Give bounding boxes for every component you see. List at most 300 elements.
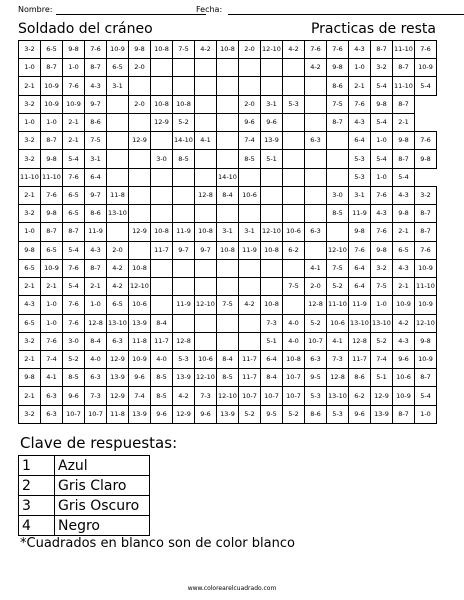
grid-cell[interactable] (151, 168, 173, 186)
grid-cell[interactable]: 9-5 (261, 405, 283, 423)
grid-cell[interactable]: 7-5 (283, 278, 305, 296)
grid-cell[interactable]: 10-6 (239, 186, 261, 204)
grid-cell[interactable]: 5-4 (371, 150, 393, 168)
grid-cell[interactable]: 1-0 (41, 296, 63, 314)
grid-cell[interactable] (129, 150, 151, 168)
grid-cell[interactable]: 3-2 (415, 186, 437, 204)
grid-cell[interactable]: 11-8 (107, 186, 129, 204)
grid-cell[interactable] (327, 168, 349, 186)
grid-cell[interactable] (283, 205, 305, 223)
grid-cell[interactable] (283, 296, 305, 314)
grid-cell[interactable]: 2-0 (239, 95, 261, 113)
grid-cell[interactable]: 13-10 (371, 314, 393, 332)
grid-cell[interactable]: 8-7 (415, 369, 437, 387)
grid-cell[interactable]: 8-4 (85, 332, 107, 350)
grid-cell[interactable] (239, 59, 261, 77)
grid-cell[interactable]: 8-7 (85, 59, 107, 77)
grid-cell[interactable]: 3-2 (19, 405, 41, 423)
grid-cell[interactable]: 5-4 (371, 113, 393, 131)
grid-cell[interactable] (195, 59, 217, 77)
grid-cell[interactable]: 9-8 (371, 95, 393, 113)
grid-cell[interactable]: 5-1 (261, 150, 283, 168)
grid-cell[interactable]: 11-9 (239, 241, 261, 259)
name-line[interactable] (56, 14, 206, 15)
grid-cell[interactable]: 9-7 (173, 241, 195, 259)
grid-cell[interactable]: 2-1 (393, 113, 415, 131)
grid-cell[interactable]: 4-3 (371, 205, 393, 223)
grid-cell[interactable]: 3-2 (371, 259, 393, 277)
grid-cell[interactable]: 4-2 (305, 59, 327, 77)
grid-cell[interactable]: 3-0 (63, 332, 85, 350)
grid-cell[interactable]: 13-10 (107, 205, 129, 223)
grid-cell[interactable] (283, 132, 305, 150)
grid-cell[interactable]: 2-0 (107, 241, 129, 259)
grid-cell[interactable]: 4-1 (327, 332, 349, 350)
grid-cell[interactable]: 8-7 (41, 223, 63, 241)
grid-cell[interactable]: 2-1 (63, 132, 85, 150)
grid-cell[interactable] (305, 95, 327, 113)
grid-cell[interactable]: 5-4 (371, 77, 393, 95)
grid-cell[interactable]: 10-8 (195, 223, 217, 241)
grid-cell[interactable] (195, 77, 217, 95)
grid-cell[interactable]: 9-6 (239, 113, 261, 131)
grid-cell[interactable]: 2-1 (19, 77, 41, 95)
grid-cell[interactable]: 1-0 (63, 59, 85, 77)
grid-cell[interactable]: 6-2 (349, 387, 371, 405)
grid-cell[interactable]: 10-6 (283, 223, 305, 241)
grid-cell[interactable]: 9-8 (393, 205, 415, 223)
grid-cell[interactable] (261, 168, 283, 186)
grid-cell[interactable]: 11-7 (151, 241, 173, 259)
grid-cell[interactable]: 7-6 (327, 41, 349, 59)
grid-cell[interactable]: 3-2 (371, 59, 393, 77)
grid-cell[interactable] (217, 205, 239, 223)
grid-cell[interactable] (283, 77, 305, 95)
grid-cell[interactable] (217, 77, 239, 95)
grid-cell[interactable]: 5-4 (415, 387, 437, 405)
grid-cell[interactable]: 10-7 (261, 387, 283, 405)
grid-cell[interactable]: 2-0 (305, 278, 327, 296)
grid-cell[interactable] (107, 132, 129, 150)
grid-cell[interactable]: 10-9 (129, 350, 151, 368)
grid-cell[interactable] (195, 113, 217, 131)
grid-cell[interactable] (151, 77, 173, 95)
grid-cell[interactable]: 7-6 (415, 132, 437, 150)
grid-cell[interactable]: 5-2 (283, 405, 305, 423)
grid-cell[interactable] (151, 132, 173, 150)
grid-cell[interactable]: 5-2 (239, 405, 261, 423)
grid-cell[interactable]: 2-1 (19, 350, 41, 368)
grid-cell[interactable]: 10-7 (305, 332, 327, 350)
grid-cell[interactable]: 5-3 (349, 150, 371, 168)
grid-cell[interactable]: 13-9 (371, 405, 393, 423)
grid-cell[interactable]: 4-1 (195, 132, 217, 150)
grid-cell[interactable]: 10-8 (261, 241, 283, 259)
grid-cell[interactable] (283, 259, 305, 277)
grid-cell[interactable]: 12-8 (85, 314, 107, 332)
grid-cell[interactable] (217, 150, 239, 168)
grid-cell[interactable]: 10-8 (217, 241, 239, 259)
grid-cell[interactable]: 9-8 (349, 223, 371, 241)
grid-cell[interactable] (173, 314, 195, 332)
grid-cell[interactable]: 10-9 (41, 259, 63, 277)
grid-cell[interactable] (217, 95, 239, 113)
grid-cell[interactable]: 10-8 (129, 259, 151, 277)
grid-cell[interactable]: 6-3 (85, 369, 107, 387)
grid-cell[interactable]: 4-2 (283, 41, 305, 59)
grid-cell[interactable]: 10-9 (393, 296, 415, 314)
grid-cell[interactable]: 11-9 (173, 296, 195, 314)
grid-cell[interactable]: 12-8 (349, 332, 371, 350)
grid-cell[interactable] (217, 113, 239, 131)
grid-cell[interactable]: 8-5 (327, 205, 349, 223)
grid-cell[interactable]: 6-5 (393, 241, 415, 259)
grid-cell[interactable]: 5-2 (173, 113, 195, 131)
grid-cell[interactable]: 2-1 (393, 223, 415, 241)
grid-cell[interactable]: 6-5 (41, 241, 63, 259)
grid-cell[interactable]: 8-7 (41, 132, 63, 150)
grid-cell[interactable]: 8-5 (63, 369, 85, 387)
grid-cell[interactable]: 11-8 (107, 405, 129, 423)
grid-cell[interactable]: 6-5 (107, 59, 129, 77)
grid-cell[interactable] (195, 314, 217, 332)
grid-cell[interactable]: 8-6 (85, 113, 107, 131)
grid-cell[interactable]: 12-10 (327, 241, 349, 259)
grid-cell[interactable]: 11-9 (173, 223, 195, 241)
grid-cell[interactable]: 1-0 (41, 113, 63, 131)
grid-cell[interactable]: 13-9 (217, 405, 239, 423)
grid-cell[interactable]: 8-7 (415, 205, 437, 223)
grid-cell[interactable]: 7-5 (85, 132, 107, 150)
grid-cell[interactable] (173, 186, 195, 204)
grid-cell[interactable]: 3-2 (19, 132, 41, 150)
grid-cell[interactable]: 8-4 (151, 314, 173, 332)
grid-cell[interactable]: 10-8 (217, 41, 239, 59)
grid-cell[interactable] (129, 186, 151, 204)
grid-cell[interactable]: 6-5 (19, 314, 41, 332)
grid-cell[interactable] (327, 223, 349, 241)
grid-cell[interactable]: 10-9 (415, 59, 437, 77)
grid-cell[interactable] (217, 132, 239, 150)
grid-cell[interactable]: 8-7 (393, 150, 415, 168)
grid-cell[interactable] (261, 205, 283, 223)
grid-cell[interactable]: 10-6 (393, 369, 415, 387)
grid-cell[interactable]: 12-10 (195, 296, 217, 314)
grid-cell[interactable]: 3-2 (19, 95, 41, 113)
grid-cell[interactable]: 2-1 (349, 77, 371, 95)
grid-cell[interactable]: 8-7 (371, 41, 393, 59)
grid-cell[interactable] (217, 259, 239, 277)
grid-cell[interactable]: 7-4 (239, 132, 261, 150)
grid-cell[interactable] (305, 168, 327, 186)
grid-cell[interactable]: 11-10 (393, 41, 415, 59)
grid-cell[interactable]: 7-6 (415, 241, 437, 259)
grid-cell[interactable]: 10-7 (85, 405, 107, 423)
grid-cell[interactable]: 10-8 (151, 41, 173, 59)
grid-cell[interactable]: 12-8 (173, 332, 195, 350)
grid-cell[interactable]: 4-3 (85, 77, 107, 95)
grid-cell[interactable]: 4-0 (283, 332, 305, 350)
grid-cell[interactable]: 11-10 (415, 278, 437, 296)
grid-cell[interactable]: 6-3 (305, 350, 327, 368)
grid-cell[interactable]: 1-0 (19, 223, 41, 241)
grid-cell[interactable]: 8-7 (41, 59, 63, 77)
grid-cell[interactable]: 7-3 (195, 387, 217, 405)
grid-cell[interactable]: 11-10 (393, 77, 415, 95)
grid-cell[interactable]: 6-4 (85, 168, 107, 186)
grid-cell[interactable]: 1-0 (371, 132, 393, 150)
grid-cell[interactable]: 10-6 (129, 296, 151, 314)
grid-cell[interactable]: 2-1 (393, 278, 415, 296)
grid-cell[interactable]: 7-6 (41, 332, 63, 350)
grid-cell[interactable]: 13-9 (261, 132, 283, 150)
grid-cell[interactable]: 3-1 (217, 223, 239, 241)
grid-cell[interactable]: 12-9 (107, 387, 129, 405)
grid-cell[interactable]: 14-10 (217, 168, 239, 186)
grid-cell[interactable] (195, 150, 217, 168)
grid-cell[interactable]: 3-1 (261, 95, 283, 113)
grid-cell[interactable]: 8-7 (85, 259, 107, 277)
grid-cell[interactable]: 12-9 (129, 223, 151, 241)
grid-cell[interactable]: 6-3 (41, 387, 63, 405)
grid-cell[interactable]: 9-5 (305, 369, 327, 387)
grid-cell[interactable]: 10-9 (63, 95, 85, 113)
grid-cell[interactable]: 1-0 (371, 296, 393, 314)
grid-cell[interactable] (195, 95, 217, 113)
grid-cell[interactable] (217, 332, 239, 350)
grid-cell[interactable]: 3-1 (239, 223, 261, 241)
grid-cell[interactable] (173, 168, 195, 186)
grid-cell[interactable]: 8-4 (261, 369, 283, 387)
grid-cell[interactable]: 6-3 (305, 223, 327, 241)
grid-cell[interactable]: 5-4 (415, 77, 437, 95)
grid-cell[interactable]: 7-6 (63, 77, 85, 95)
grid-cell[interactable]: 9-8 (41, 205, 63, 223)
grid-cell[interactable]: 4-0 (151, 350, 173, 368)
grid-cell[interactable]: 3-2 (19, 332, 41, 350)
grid-cell[interactable] (239, 77, 261, 95)
grid-cell[interactable]: 1-0 (19, 113, 41, 131)
grid-cell[interactable]: 6-5 (107, 296, 129, 314)
grid-cell[interactable]: 10-9 (415, 350, 437, 368)
grid-cell[interactable]: 7-5 (173, 41, 195, 59)
grid-cell[interactable] (195, 259, 217, 277)
grid-cell[interactable]: 12-9 (371, 387, 393, 405)
grid-cell[interactable]: 9-8 (63, 41, 85, 59)
grid-cell[interactable] (129, 77, 151, 95)
grid-cell[interactable] (151, 59, 173, 77)
grid-cell[interactable]: 2-1 (19, 387, 41, 405)
grid-cell[interactable]: 13-10 (107, 314, 129, 332)
grid-cell[interactable] (305, 241, 327, 259)
grid-cell[interactable]: 12-10 (261, 41, 283, 59)
grid-cell[interactable]: 6-3 (305, 132, 327, 150)
grid-cell[interactable]: 8-5 (151, 387, 173, 405)
grid-cell[interactable] (261, 186, 283, 204)
grid-cell[interactable]: 9-8 (393, 132, 415, 150)
grid-cell[interactable] (173, 205, 195, 223)
grid-cell[interactable]: 3-0 (151, 150, 173, 168)
grid-cell[interactable]: 9-6 (393, 350, 415, 368)
grid-cell[interactable]: 3-1 (107, 77, 129, 95)
grid-cell[interactable]: 7-5 (327, 95, 349, 113)
grid-cell[interactable]: 2-0 (129, 59, 151, 77)
grid-cell[interactable]: 11-7 (239, 350, 261, 368)
grid-cell[interactable]: 9-8 (41, 150, 63, 168)
grid-cell[interactable]: 6-2 (283, 241, 305, 259)
grid-cell[interactable]: 9-8 (19, 241, 41, 259)
grid-cell[interactable]: 11-9 (349, 205, 371, 223)
grid-cell[interactable]: 7-4 (371, 350, 393, 368)
grid-cell[interactable]: 6-4 (349, 259, 371, 277)
grid-cell[interactable]: 9-6 (129, 369, 151, 387)
grid-cell[interactable]: 10-8 (173, 95, 195, 113)
grid-cell[interactable]: 1-0 (349, 59, 371, 77)
grid-cell[interactable]: 5-3 (173, 350, 195, 368)
grid-cell[interactable]: 4-2 (393, 314, 415, 332)
grid-cell[interactable] (107, 113, 129, 131)
grid-cell[interactable]: 7-6 (63, 314, 85, 332)
grid-cell[interactable] (239, 314, 261, 332)
grid-cell[interactable]: 5-3 (305, 387, 327, 405)
grid-cell[interactable]: 8-7 (327, 113, 349, 131)
grid-cell[interactable]: 12-10 (129, 278, 151, 296)
grid-cell[interactable] (151, 259, 173, 277)
grid-cell[interactable]: 8-5 (239, 150, 261, 168)
grid-cell[interactable]: 12-8 (305, 296, 327, 314)
grid-cell[interactable]: 9-7 (195, 241, 217, 259)
grid-cell[interactable] (195, 168, 217, 186)
grid-cell[interactable]: 4-1 (41, 369, 63, 387)
grid-cell[interactable] (129, 168, 151, 186)
grid-cell[interactable]: 6-5 (41, 41, 63, 59)
grid-cell[interactable]: 9-7 (85, 95, 107, 113)
grid-cell[interactable]: 1-0 (85, 296, 107, 314)
grid-cell[interactable]: 2-1 (19, 186, 41, 204)
grid-cell[interactable]: 12-10 (261, 223, 283, 241)
grid-cell[interactable]: 4-2 (239, 296, 261, 314)
grid-cell[interactable]: 10-6 (195, 350, 217, 368)
grid-cell[interactable] (217, 59, 239, 77)
grid-cell[interactable] (129, 241, 151, 259)
grid-cell[interactable]: 3-0 (327, 186, 349, 204)
grid-cell[interactable] (327, 132, 349, 150)
grid-cell[interactable]: 8-7 (393, 59, 415, 77)
grid-cell[interactable]: 10-9 (415, 296, 437, 314)
grid-cell[interactable] (217, 278, 239, 296)
grid-cell[interactable]: 6-4 (349, 132, 371, 150)
grid-cell[interactable]: 5-4 (393, 168, 415, 186)
grid-cell[interactable]: 4-3 (19, 296, 41, 314)
grid-cell[interactable]: 6-5 (63, 205, 85, 223)
footer-url[interactable]: www.colorearelcuadrado.com (187, 585, 277, 592)
grid-cell[interactable] (107, 95, 129, 113)
grid-cell[interactable]: 6-5 (19, 259, 41, 277)
grid-cell[interactable]: 6-4 (349, 278, 371, 296)
grid-cell[interactable] (107, 150, 129, 168)
grid-cell[interactable]: 10-7 (239, 387, 261, 405)
grid-cell[interactable]: 12-9 (173, 405, 195, 423)
grid-cell[interactable] (195, 332, 217, 350)
grid-cell[interactable]: 5-3 (349, 168, 371, 186)
grid-cell[interactable]: 2-0 (129, 95, 151, 113)
grid-cell[interactable] (217, 314, 239, 332)
grid-cell[interactable]: 6-4 (261, 350, 283, 368)
grid-cell[interactable]: 10-9 (107, 41, 129, 59)
date-line[interactable] (228, 14, 464, 15)
grid-cell[interactable] (239, 205, 261, 223)
grid-cell[interactable]: 13-9 (173, 369, 195, 387)
grid-cell[interactable]: 5-4 (63, 150, 85, 168)
grid-cell[interactable] (173, 77, 195, 95)
grid-cell[interactable]: 7-3 (261, 314, 283, 332)
grid-cell[interactable]: 9-6 (63, 387, 85, 405)
grid-cell[interactable] (107, 168, 129, 186)
grid-cell[interactable]: 7-6 (41, 186, 63, 204)
grid-cell[interactable]: 10-8 (151, 223, 173, 241)
grid-cell[interactable]: 5-2 (305, 314, 327, 332)
grid-cell[interactable]: 7-6 (415, 41, 437, 59)
grid-cell[interactable]: 1-0 (41, 314, 63, 332)
grid-cell[interactable]: 10-7 (283, 369, 305, 387)
grid-cell[interactable]: 8-7 (393, 405, 415, 423)
grid-cell[interactable]: 5-3 (283, 95, 305, 113)
grid-cell[interactable]: 11-9 (349, 296, 371, 314)
grid-cell[interactable]: 8-6 (305, 405, 327, 423)
grid-cell[interactable]: 7-4 (41, 350, 63, 368)
grid-cell[interactable] (239, 278, 261, 296)
grid-cell[interactable]: 8-6 (349, 369, 371, 387)
grid-cell[interactable] (239, 168, 261, 186)
grid-cell[interactable]: 9-8 (129, 41, 151, 59)
grid-cell[interactable]: 8-5 (217, 369, 239, 387)
grid-cell[interactable]: 10-8 (283, 350, 305, 368)
grid-cell[interactable] (283, 59, 305, 77)
grid-cell[interactable] (261, 77, 283, 95)
grid-cell[interactable] (305, 205, 327, 223)
grid-cell[interactable]: 11-7 (151, 332, 173, 350)
grid-cell[interactable]: 11-9 (85, 223, 107, 241)
grid-cell[interactable]: 13-10 (349, 314, 371, 332)
grid-cell[interactable]: 2-1 (41, 278, 63, 296)
grid-cell[interactable]: 4-3 (85, 241, 107, 259)
grid-cell[interactable]: 7-6 (305, 41, 327, 59)
grid-cell[interactable]: 8-5 (151, 369, 173, 387)
grid-cell[interactable] (327, 150, 349, 168)
grid-cell[interactable]: 9-7 (85, 186, 107, 204)
grid-cell[interactable]: 11-10 (327, 296, 349, 314)
grid-cell[interactable]: 4-3 (349, 41, 371, 59)
grid-cell[interactable]: 3-2 (19, 205, 41, 223)
grid-cell[interactable] (239, 259, 261, 277)
grid-cell[interactable]: 2-1 (19, 278, 41, 296)
grid-cell[interactable]: 7-6 (63, 296, 85, 314)
grid-cell[interactable]: 11-7 (239, 369, 261, 387)
grid-cell[interactable]: 4-1 (305, 259, 327, 277)
grid-cell[interactable]: 5-1 (261, 332, 283, 350)
grid-cell[interactable]: 7-6 (63, 168, 85, 186)
grid-cell[interactable]: 4-2 (107, 278, 129, 296)
grid-cell[interactable]: 9-8 (371, 241, 393, 259)
grid-cell[interactable]: 14-10 (173, 132, 195, 150)
grid-cell[interactable]: 12-9 (129, 132, 151, 150)
grid-cell[interactable] (107, 223, 129, 241)
grid-cell[interactable]: 4-3 (393, 186, 415, 204)
grid-cell[interactable] (283, 150, 305, 168)
grid-cell[interactable]: 2-0 (239, 41, 261, 59)
grid-cell[interactable]: 13-9 (129, 405, 151, 423)
grid-cell[interactable] (305, 186, 327, 204)
